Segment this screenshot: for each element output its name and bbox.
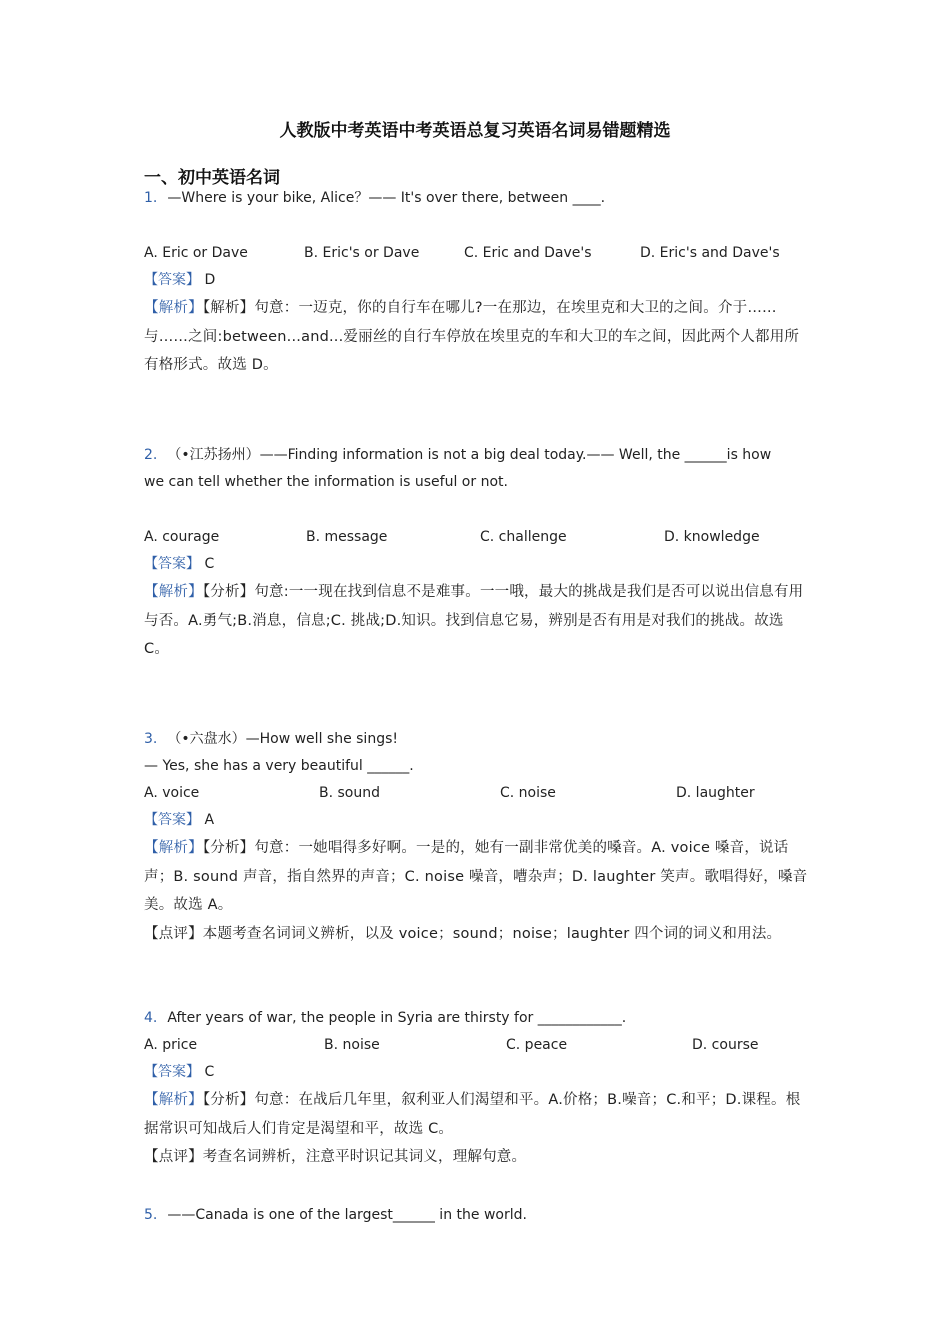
section-heading: 一、初中英语名词 [144,168,280,188]
option-b: B. noise [324,1037,380,1053]
option-b: B. Eric's or Dave [304,245,420,261]
option-b: B. sound [319,785,380,801]
answer-tag: 【答案】 [144,272,200,288]
answer-value: D [204,272,216,288]
analysis-tag: 【解析】 [144,300,203,316]
comment: 【点评】本题考查名词词义辨析，以及 voice；sound；noise；laughter 四个词的词义和用法。 [144,925,782,942]
answer-tag: 【答案】 [144,556,200,572]
analysis-text: 【分析】句意:一一现在找到信息不是难事。一一哦，最大的挑战是我们是否可以说出信息有用与否。A.勇气;B.消息，信息;C. 挑战;D.知识。找到信息它易，辨别是否有用是对我们的挑战。故选 C。 [144,584,804,657]
answer-value: A [204,812,215,828]
option-b: B. message [306,529,388,545]
option-a: A. voice [144,785,200,801]
answer-line [144,807,808,834]
analysis [144,1086,808,1143]
option-d: D. course [692,1037,759,1053]
question-stem: 5. ——Canada is one of the largest______ in the world. [144,1207,527,1223]
answer-value: C [204,556,215,572]
question-stem: 1. —Where is your bike, Alice？—— It's over there, between ____. [144,190,606,206]
question-stem: 2. （•江苏扬州）——Finding information is not a big deal today.—— Well, the ______is how [144,447,772,463]
question-number: 2. [144,447,158,463]
option-c: C. Eric and Dave's [464,245,592,261]
question-number: 1. [144,190,158,206]
analysis-tag: 【解析】 [144,840,203,856]
option-d: D. Eric's and Dave's [640,245,780,261]
option-a: A. price [144,1037,198,1053]
option-a: A. Eric or Dave [144,245,248,261]
analysis-text: 【分析】句意：一她唱得多好啊。一是的，她有一副非常优美的嗓音。A. voice 嗓音，说话声；B. sound 声音，指自然界的声音；C. noise 噪音，嘈杂声；D. laughter 笑声。歌唱得好，嗓音美。故选 A。 [144,840,808,913]
question-2 [144,442,808,664]
option-d: D. knowledge [664,529,760,545]
answer-line [144,1059,808,1086]
question-1 [144,185,808,380]
answer-value: C [204,1064,215,1080]
comment: 【点评】考查名词辨析，注意平时识记其词义，理解句意。 [144,1149,527,1165]
question-5 [144,1202,808,1229]
question-4 [144,1005,808,1172]
option-c: C. peace [506,1037,568,1053]
option-c: C. challenge [480,529,567,545]
question-stem: 3. （•六盘水）—How well she sings! [144,731,398,747]
document-title: 人教版中考英语中考英语总复习英语名词易错题精选 [279,121,671,141]
answer-tag: 【答案】 [144,1064,200,1080]
question-number: 4. [144,1010,158,1026]
option-a: A. courage [144,529,220,545]
options [144,1032,808,1059]
question-stem-continued: — Yes, she has a very beautiful ______. [144,758,414,774]
question-number: 3. [144,731,158,747]
analysis [144,834,808,920]
options [144,780,808,807]
analysis [144,578,808,664]
answer-line [144,267,808,294]
options [144,240,808,267]
analysis-tag: 【解析】 [144,584,203,600]
question-stem-continued: we can tell whether the information is useful or not. [144,474,508,490]
question-stem: 4. After years of war, the people in Syria are thirsty for ____________. [144,1010,627,1026]
question-3 [144,726,808,948]
analysis [144,294,808,380]
question-number: 5. [144,1207,158,1223]
analysis-text: 【分析】句意：在战后几年里，叙利亚人们渴望和平。A.价格；B.噪音；C.和平；D.课程。根据常识可知战后人们肯定是渴望和平，故选 C。 [144,1092,801,1137]
option-c: C. noise [500,785,556,801]
analysis-text: 【解析】句意：一迈克，你的自行车在哪儿?一在那边，在埃里克和大卫的之间。介于……与……之间:between...and...爱丽丝的自行车停放在埃里克的车和大卫的车之间，因此两个人都用所有格形式。故选 D。 [144,300,800,373]
answer-line [144,551,808,578]
options [144,524,808,551]
option-d: D. laughter [676,785,755,801]
analysis-tag: 【解析】 [144,1092,203,1108]
answer-tag: 【答案】 [144,812,200,828]
